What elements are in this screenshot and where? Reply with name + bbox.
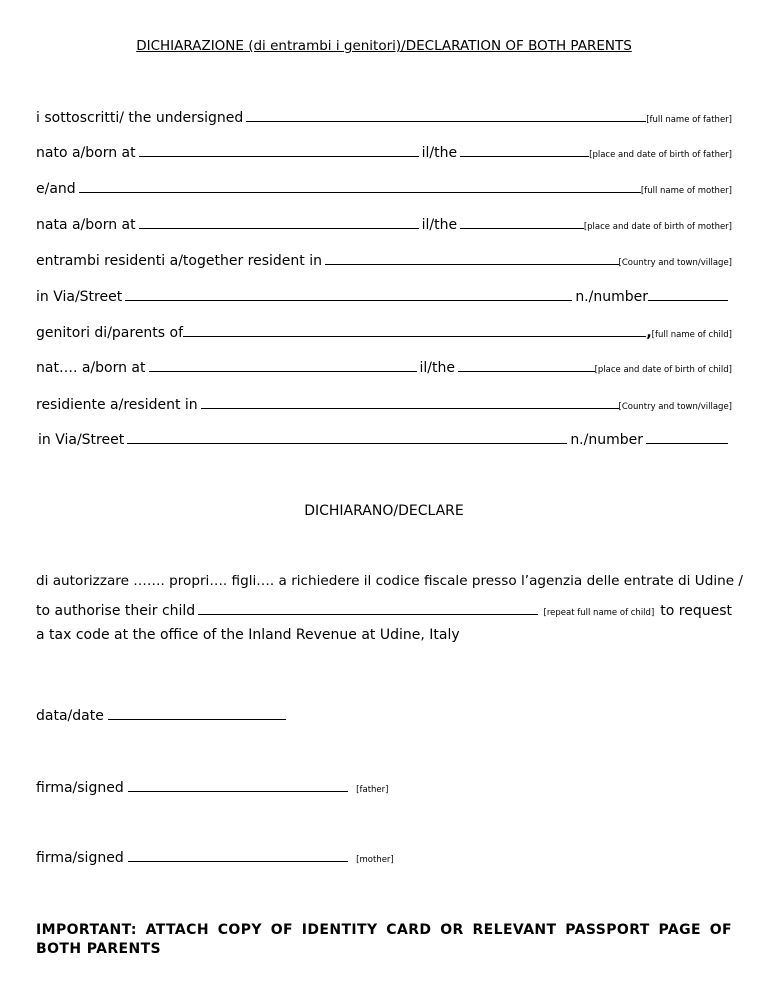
parents-street-field[interactable] — [125, 288, 572, 301]
father-name-field[interactable] — [246, 109, 646, 122]
child-birthdate-field[interactable] — [458, 359, 595, 372]
signature-label: firma/signed — [36, 850, 124, 866]
field-label: n./number — [575, 289, 648, 305]
field-label: to authorise their child — [36, 603, 196, 619]
field-label: entrambi residenti a/together resident in — [36, 253, 322, 269]
father-name-row — [36, 109, 732, 126]
authorise-line-2 — [36, 602, 732, 619]
field-label: in Via/Street — [36, 289, 123, 305]
mother-name-row — [36, 180, 732, 197]
field-label: nato a/born at — [36, 145, 136, 161]
father-birth-row — [36, 144, 732, 161]
field-label: e/and — [36, 181, 76, 197]
field-label: genitori di/parents of — [36, 325, 184, 341]
signature-hint: [father] — [356, 785, 389, 795]
field-hint: [full name of father] — [646, 115, 732, 125]
field-label: i sottoscritti/ the undersigned — [36, 110, 244, 126]
parents-residence-row — [36, 252, 732, 269]
field-label: il/the — [421, 217, 458, 233]
child-street-field[interactable] — [127, 431, 567, 444]
field-hint: [place and date of birth of child] — [594, 365, 732, 375]
child-repeat-name-field[interactable] — [198, 602, 537, 615]
mother-name-field[interactable] — [79, 180, 641, 193]
field-label: il/the — [419, 360, 455, 376]
signature-label: firma/signed — [36, 780, 124, 796]
father-signature-row — [36, 779, 732, 796]
child-name-field[interactable] — [183, 324, 646, 337]
field-hint: [Country and town/village] — [618, 402, 732, 412]
date-field[interactable] — [108, 707, 286, 720]
child-birth-row — [36, 359, 732, 376]
field-label: il/the — [421, 145, 458, 161]
mother-signature-field[interactable] — [128, 849, 348, 862]
field-hint: [repeat full name of child] — [543, 608, 655, 618]
child-residence-row — [36, 396, 732, 413]
child-name-row — [36, 324, 732, 341]
mother-signature-row — [36, 849, 732, 866]
parents-number-field[interactable] — [648, 288, 728, 301]
declare-heading: DICHIARANO/DECLARE — [304, 503, 464, 519]
field-hint: [full name of mother] — [640, 186, 732, 196]
date-label: data/date — [36, 708, 104, 724]
field-label: nata a/born at — [36, 217, 136, 233]
authorise-line-1: di autorizzare ……. propri…. figli…. a richiedere il codice fiscale presso l’agenzia delle entrate di Udine / — [36, 573, 744, 589]
authorise-tail: to request — [660, 603, 732, 619]
important-notice: IMPORTANT: ATTACH COPY OF IDENTITY CARD OR RELEVANT PASSPORT PAGE OF BOTH PARENTS — [36, 922, 732, 957]
parents-street-row — [36, 288, 732, 305]
mother-birthdate-field[interactable] — [460, 216, 584, 229]
mother-birth-row — [36, 216, 732, 233]
comma: , — [646, 325, 652, 341]
date-row — [36, 707, 732, 724]
field-hint: [place and date of birth of father] — [589, 150, 732, 160]
child-residence-field[interactable] — [201, 396, 619, 409]
child-birthplace-field[interactable] — [149, 359, 417, 372]
father-birthdate-field[interactable] — [460, 144, 589, 157]
field-label: n./number — [570, 432, 643, 448]
field-label: residiente a/resident in — [36, 397, 198, 413]
father-signature-field[interactable] — [128, 779, 348, 792]
field-hint: [Country and town/village] — [618, 258, 732, 268]
field-hint: [place and date of birth of mother] — [583, 222, 732, 232]
field-hint: [full name of child] — [651, 330, 732, 340]
field-label: in Via/Street — [38, 432, 125, 448]
child-street-row — [38, 431, 732, 448]
authorise-line-3: a tax code at the office of the Inland Revenue at Udine, Italy — [36, 627, 460, 643]
signature-hint: [mother] — [356, 855, 394, 865]
parents-residence-field[interactable] — [325, 252, 619, 265]
document-title: DICHIARAZIONE (di entrambi i genitori)/DECLARATION OF BOTH PARENTS — [136, 38, 632, 54]
child-number-field[interactable] — [646, 431, 728, 444]
mother-birthplace-field[interactable] — [139, 216, 419, 229]
father-birthplace-field[interactable] — [139, 144, 419, 157]
field-label: nat…. a/born at — [36, 360, 146, 376]
